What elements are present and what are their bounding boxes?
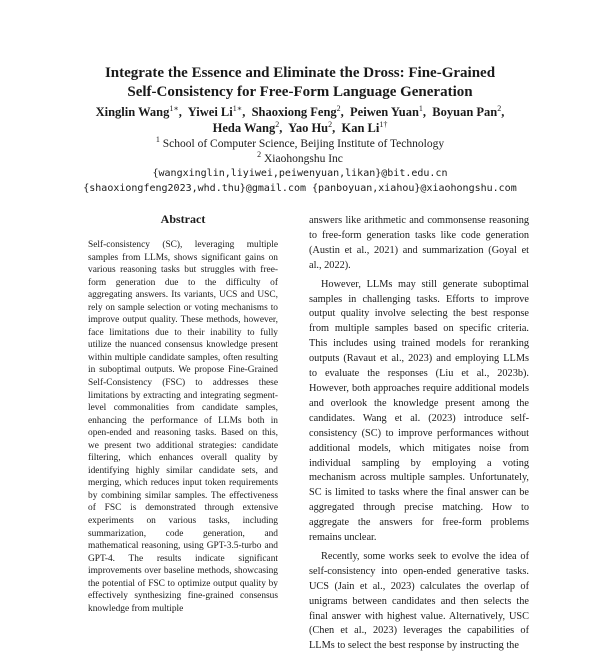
email-line: {wangxinglin,liyiwei,peiwenyuan,likan}@bit.edu.cn bbox=[152, 168, 448, 179]
author: Xinglin Wang$^{1∗}$ bbox=[95, 103, 179, 119]
abstract-heading: Abstract bbox=[160, 212, 206, 226]
author: Shaoxiong Feng$^2$ bbox=[251, 103, 341, 119]
author: Yao Hu$^2$ bbox=[288, 119, 333, 135]
affiliation: $^2$ Xiaohongshu Inc bbox=[257, 150, 343, 165]
affiliation: $^1$ School of Computer Science, Beijing Institute of Technology bbox=[155, 135, 445, 150]
author-list: Xinglin Wang$^{1∗}$, Yiwei $Li^{1∗}$, Shaoxiong Feng$^2$, Peiwen Yuan$^1$, Boyuan Pan$^2$, Heda Wang$^2$, Yao Hu$^2$, Kan $Li^{1\dagger}$ bbox=[95, 103, 505, 135]
author: Yiwei $Li^{1∗}$ bbox=[187, 103, 243, 119]
paragraph: However, LLMs may still generate suboptimal samples in challenging tasks. Efforts to improve output quality involve selecting the best response from multiple samples based on specific criteria. This includes using trained models for reranking outputs (Ravaut et al., 2023) and employing LLMs to evaluate the responses (Liu et al., 2023b). However, both approaches require additional models and overlook the knowledge present among the candidates. Wang et al. (2023) introduce self-consistency (SC) to improve performances without additional models, which mitigates noise from individual sampling by employing a voting mechanism across multiple samples. Unfortunately, SC is limited to tasks where the final answer can be aggregated through precise matching. How to aggregate the answers for free-form problems remains unclear. bbox=[309, 278, 529, 544]
author: Kan $Li^{1\dagger}$ bbox=[341, 119, 388, 135]
paper-title bbox=[40, 64, 560, 102]
title-line-1: Integrate the Essence and Eliminate the Dross: Fine-Grained bbox=[104, 65, 496, 81]
author: Peiwen Yuan$^1$ bbox=[350, 103, 423, 119]
abstract-text: Self-consistency (SC), leveraging multiple samples from LLMs, shows significant gains on various reasoning tasks but struggles with free-form generation due to the difficulty of aggregating answers. Its variants, UCS and USC, rely on sample selection or voting mechanisms to improve output quality. These methods, however, face limitations due to their inability to fully utilize the nuanced consensus knowledge present within multiple candidate samples, often resulting in suboptimal outputs. We propose Fine-Grained Self-Consistency (FSC) to addresses these limitations by extracting and integrating segment-level commonalities from candidate samples, enhancing the performance of LLMs both in open-ended and reasoning tasks. Based on this, we present two additional strategies: candidate filtering, which enhances overall quality by identifying highly similar candidate sets, and merging, which reduces input token requirements by combining similar samples. The effectiveness of FSC is demonstrated through extensive experiments on various tasks, including summarization, code generation, and mathematical reasoning, using GPT-3.5-turbo and GPT-4. The results indicate significant improvements over baseline methods, showcasing the potential of FSC to optimize output quality by effectively synthesizing fine-grained consensus knowledge from multiple bbox=[88, 240, 278, 614]
paragraph: answers like arithmetic and commonsense reasoning to free-form generation tasks like code generation (Austin et al., 2021) and summarization (Goyal et al., 2022). bbox=[309, 215, 529, 271]
intro-column bbox=[309, 214, 529, 654]
email-list bbox=[20, 166, 580, 196]
title-line-2: Self-Consistency for Free-Form Language Generation bbox=[127, 84, 473, 100]
author: Boyuan Pan$^2$ bbox=[432, 103, 502, 119]
author: Heda Wang$^2$ bbox=[212, 119, 280, 135]
email-line: {shaoxiongfeng2023,whd.thu}@gmail.com {panboyuan,xiahou}@xiaohongshu.com bbox=[83, 183, 517, 194]
affiliations bbox=[40, 137, 560, 167]
paragraph: Recently, some works seek to evolve the idea of self-consistency into open-ended generative tasks. UCS (Jain et al., 2023) calculates the overlap of unigrams between candidates and then selects the final answer with highest value. Alternatively, USC (Chen et al., 2023) leverages the capabilities of LLMs to select the best response by instructing the bbox=[309, 550, 529, 652]
